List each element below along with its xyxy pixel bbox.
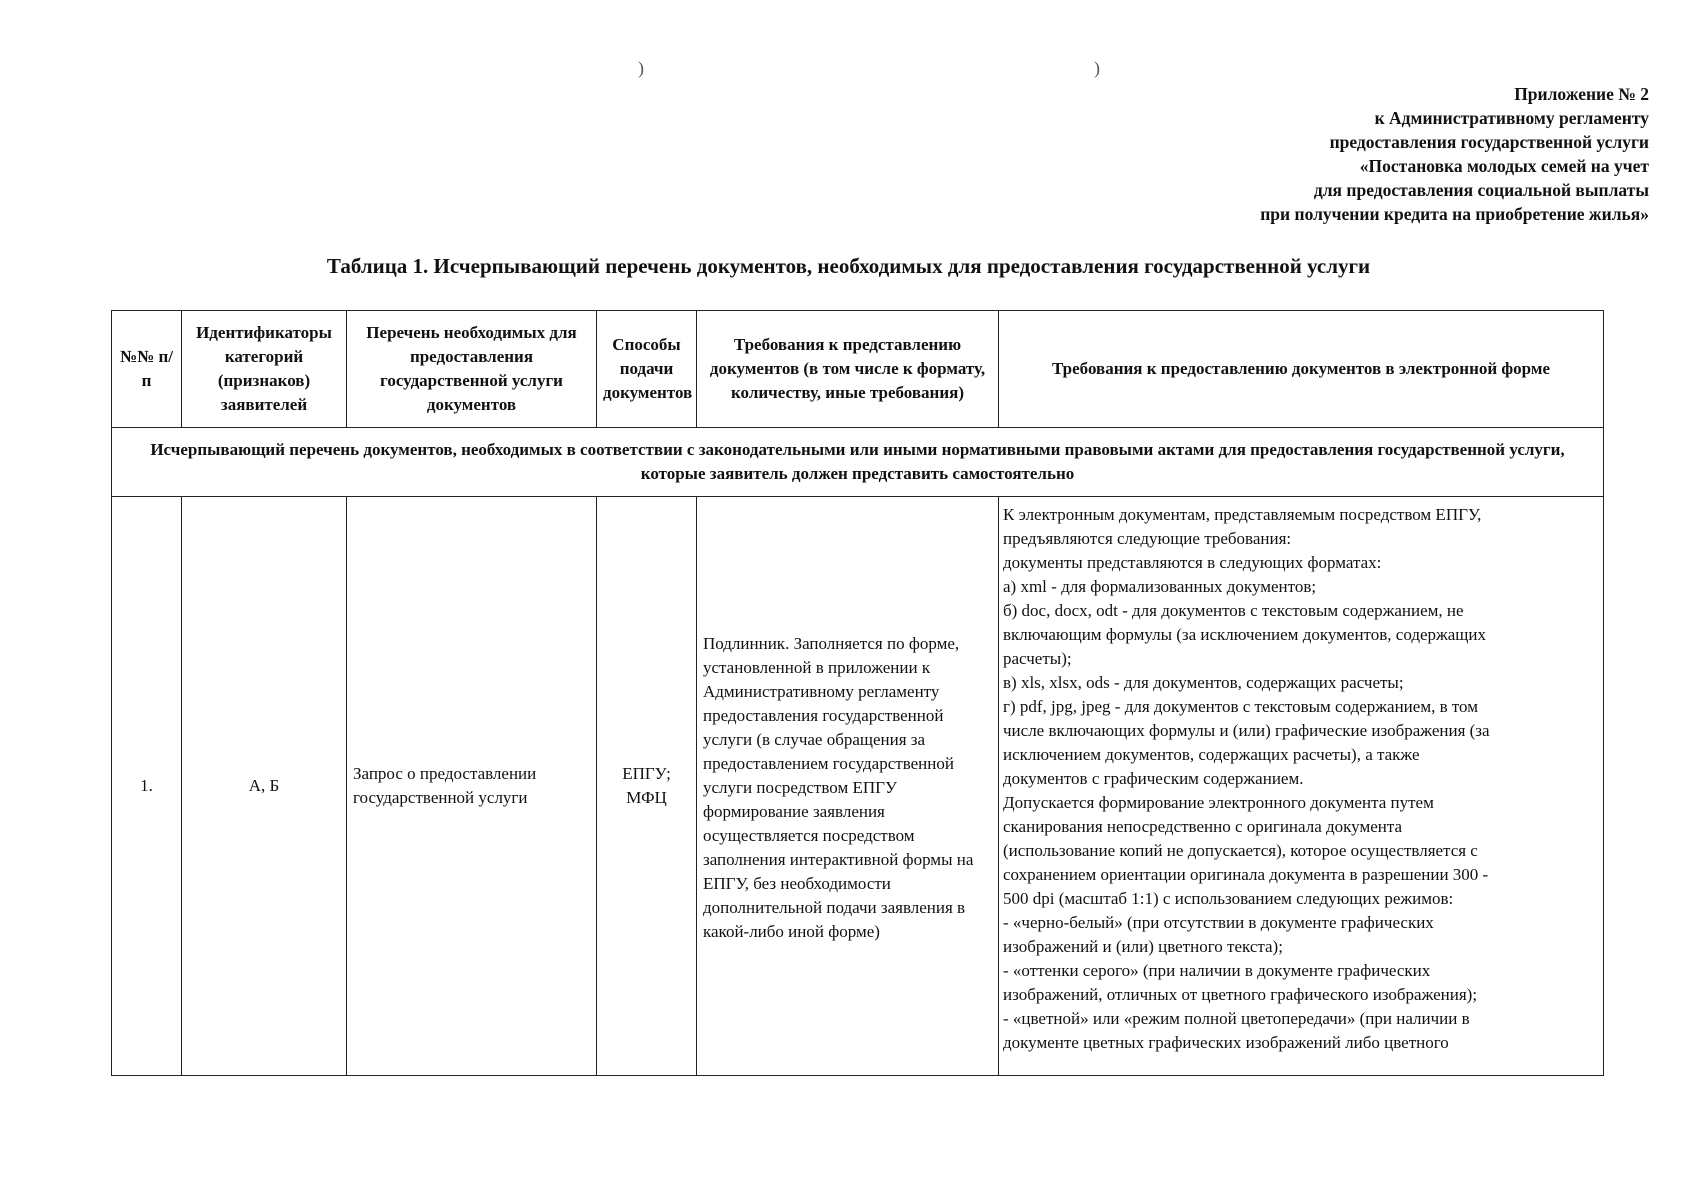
electronic-line: сохранением ориентации оригинала документа в разрешении 300 - xyxy=(1003,865,1489,884)
appendix-line: к Административному регламенту xyxy=(1374,108,1649,128)
appendix-header xyxy=(1260,82,1649,226)
section-title: Исчерпывающий перечень документов, необходимых в соответствии с законодательными или иными нормативными правовыми актами для предоставления государственной услуги, которые заявитель должен представить самостоятельно xyxy=(112,428,1604,497)
electronic-line: документов с графическим содержанием. xyxy=(1003,769,1304,788)
header-num: №№ п/п xyxy=(112,311,182,428)
electronic-line: исключением документов, содержащих расчеты), а также xyxy=(1003,745,1420,764)
table-row xyxy=(112,497,1604,1076)
section-row xyxy=(112,428,1604,497)
scan-mark: ) xyxy=(1094,58,1100,78)
documents-table xyxy=(111,310,1604,1076)
appendix-line: для предоставления социальной выплаты xyxy=(1313,180,1649,200)
appendix-line: предоставления государственной услуги xyxy=(1329,132,1649,152)
electronic-line: предъявляются следующие требования: xyxy=(1003,529,1292,548)
header-electronic: Требования к предоставлению документов в электронной форме xyxy=(999,311,1604,428)
electronic-line: числе включающих формулы и (или) графические изображения (за xyxy=(1003,721,1490,740)
appendix-line: Приложение № 2 xyxy=(1514,84,1649,104)
row-requirements: Подлинник. Заполняется по форме, установленной в приложении к Административному регламенту предоставления государственной услуги (в случае обращения за предоставлением государственной услуги посредством ЕПГУ формирование заявления осуществляется посредством заполнения интерактивной формы на ЕПГУ, без необходимости дополнительной подачи заявления в какой-либо иной форме) xyxy=(697,497,999,1076)
electronic-line: К электронным документам, представляемым посредством ЕПГУ, xyxy=(1003,505,1482,524)
electronic-line: изображений и (или) цветного текста); xyxy=(1003,937,1283,956)
electronic-line: сканирования непосредственно с оригинала документа xyxy=(1003,817,1403,836)
electronic-line: 500 dpi (масштаб 1:1) с использованием следующих режимов: xyxy=(1003,889,1454,908)
header-methods: Способы подачи документов xyxy=(597,311,697,428)
electronic-line: - «цветной» или «режим полной цветопередачи» (при наличии в xyxy=(1003,1009,1470,1028)
electronic-line: включающим формулы (за исключением документов, содержащих xyxy=(1003,625,1486,644)
electronic-line: - «оттенки серого» (при наличии в документе графических xyxy=(1003,961,1431,980)
appendix-line: при получении кредита на приобретение жилья» xyxy=(1260,204,1649,224)
row-category: А, Б xyxy=(182,497,347,1076)
electronic-line: в) xls, xlsx, ods - для документов, содержащих расчеты; xyxy=(1003,673,1404,692)
header-requirements: Требования к представлению документов (в том числе к формату, количеству, иные требования) xyxy=(697,311,999,428)
row-methods: ЕПГУ; МФЦ xyxy=(597,497,697,1076)
electronic-line: расчеты); xyxy=(1003,649,1072,668)
appendix-line: «Постановка молодых семей на учет xyxy=(1359,156,1649,176)
electronic-line: б) doc, docx, odt - для документов с текстовым содержанием, не xyxy=(1003,601,1464,620)
row-num: 1. xyxy=(112,497,182,1076)
electronic-line: Допускается формирование электронного документа путем xyxy=(1003,793,1434,812)
scan-mark: ) xyxy=(638,58,644,78)
electronic-line: а) xml - для формализованных документов; xyxy=(1003,577,1317,596)
electronic-line: изображений, отличных от цветного графического изображения); xyxy=(1003,985,1478,1004)
electronic-line: документе цветных графических изображений либо цветного xyxy=(1003,1033,1449,1052)
header-documents: Перечень необходимых для предоставления государственной услуги документов xyxy=(347,311,597,428)
electronic-line: документы представляются в следующих форматах: xyxy=(1003,553,1382,572)
table-header-row xyxy=(112,311,1604,428)
electronic-line: - «черно-белый» (при отсутствии в документе графических xyxy=(1003,913,1434,932)
table-title: Таблица 1. Исчерпывающий перечень документов, необходимых для предоставления государственной услуги xyxy=(326,254,1371,278)
electronic-line: г) pdf, jpg, jpeg - для документов с текстовым содержанием, в том xyxy=(1003,697,1478,716)
electronic-line: (использование копий не допускается), которое осуществляется с xyxy=(1003,841,1478,860)
header-category: Идентификаторы категорий (признаков) заявителей xyxy=(182,311,347,428)
row-document: Запрос о предоставлении государственной услуги xyxy=(347,497,597,1076)
row-electronic xyxy=(999,497,1604,1076)
